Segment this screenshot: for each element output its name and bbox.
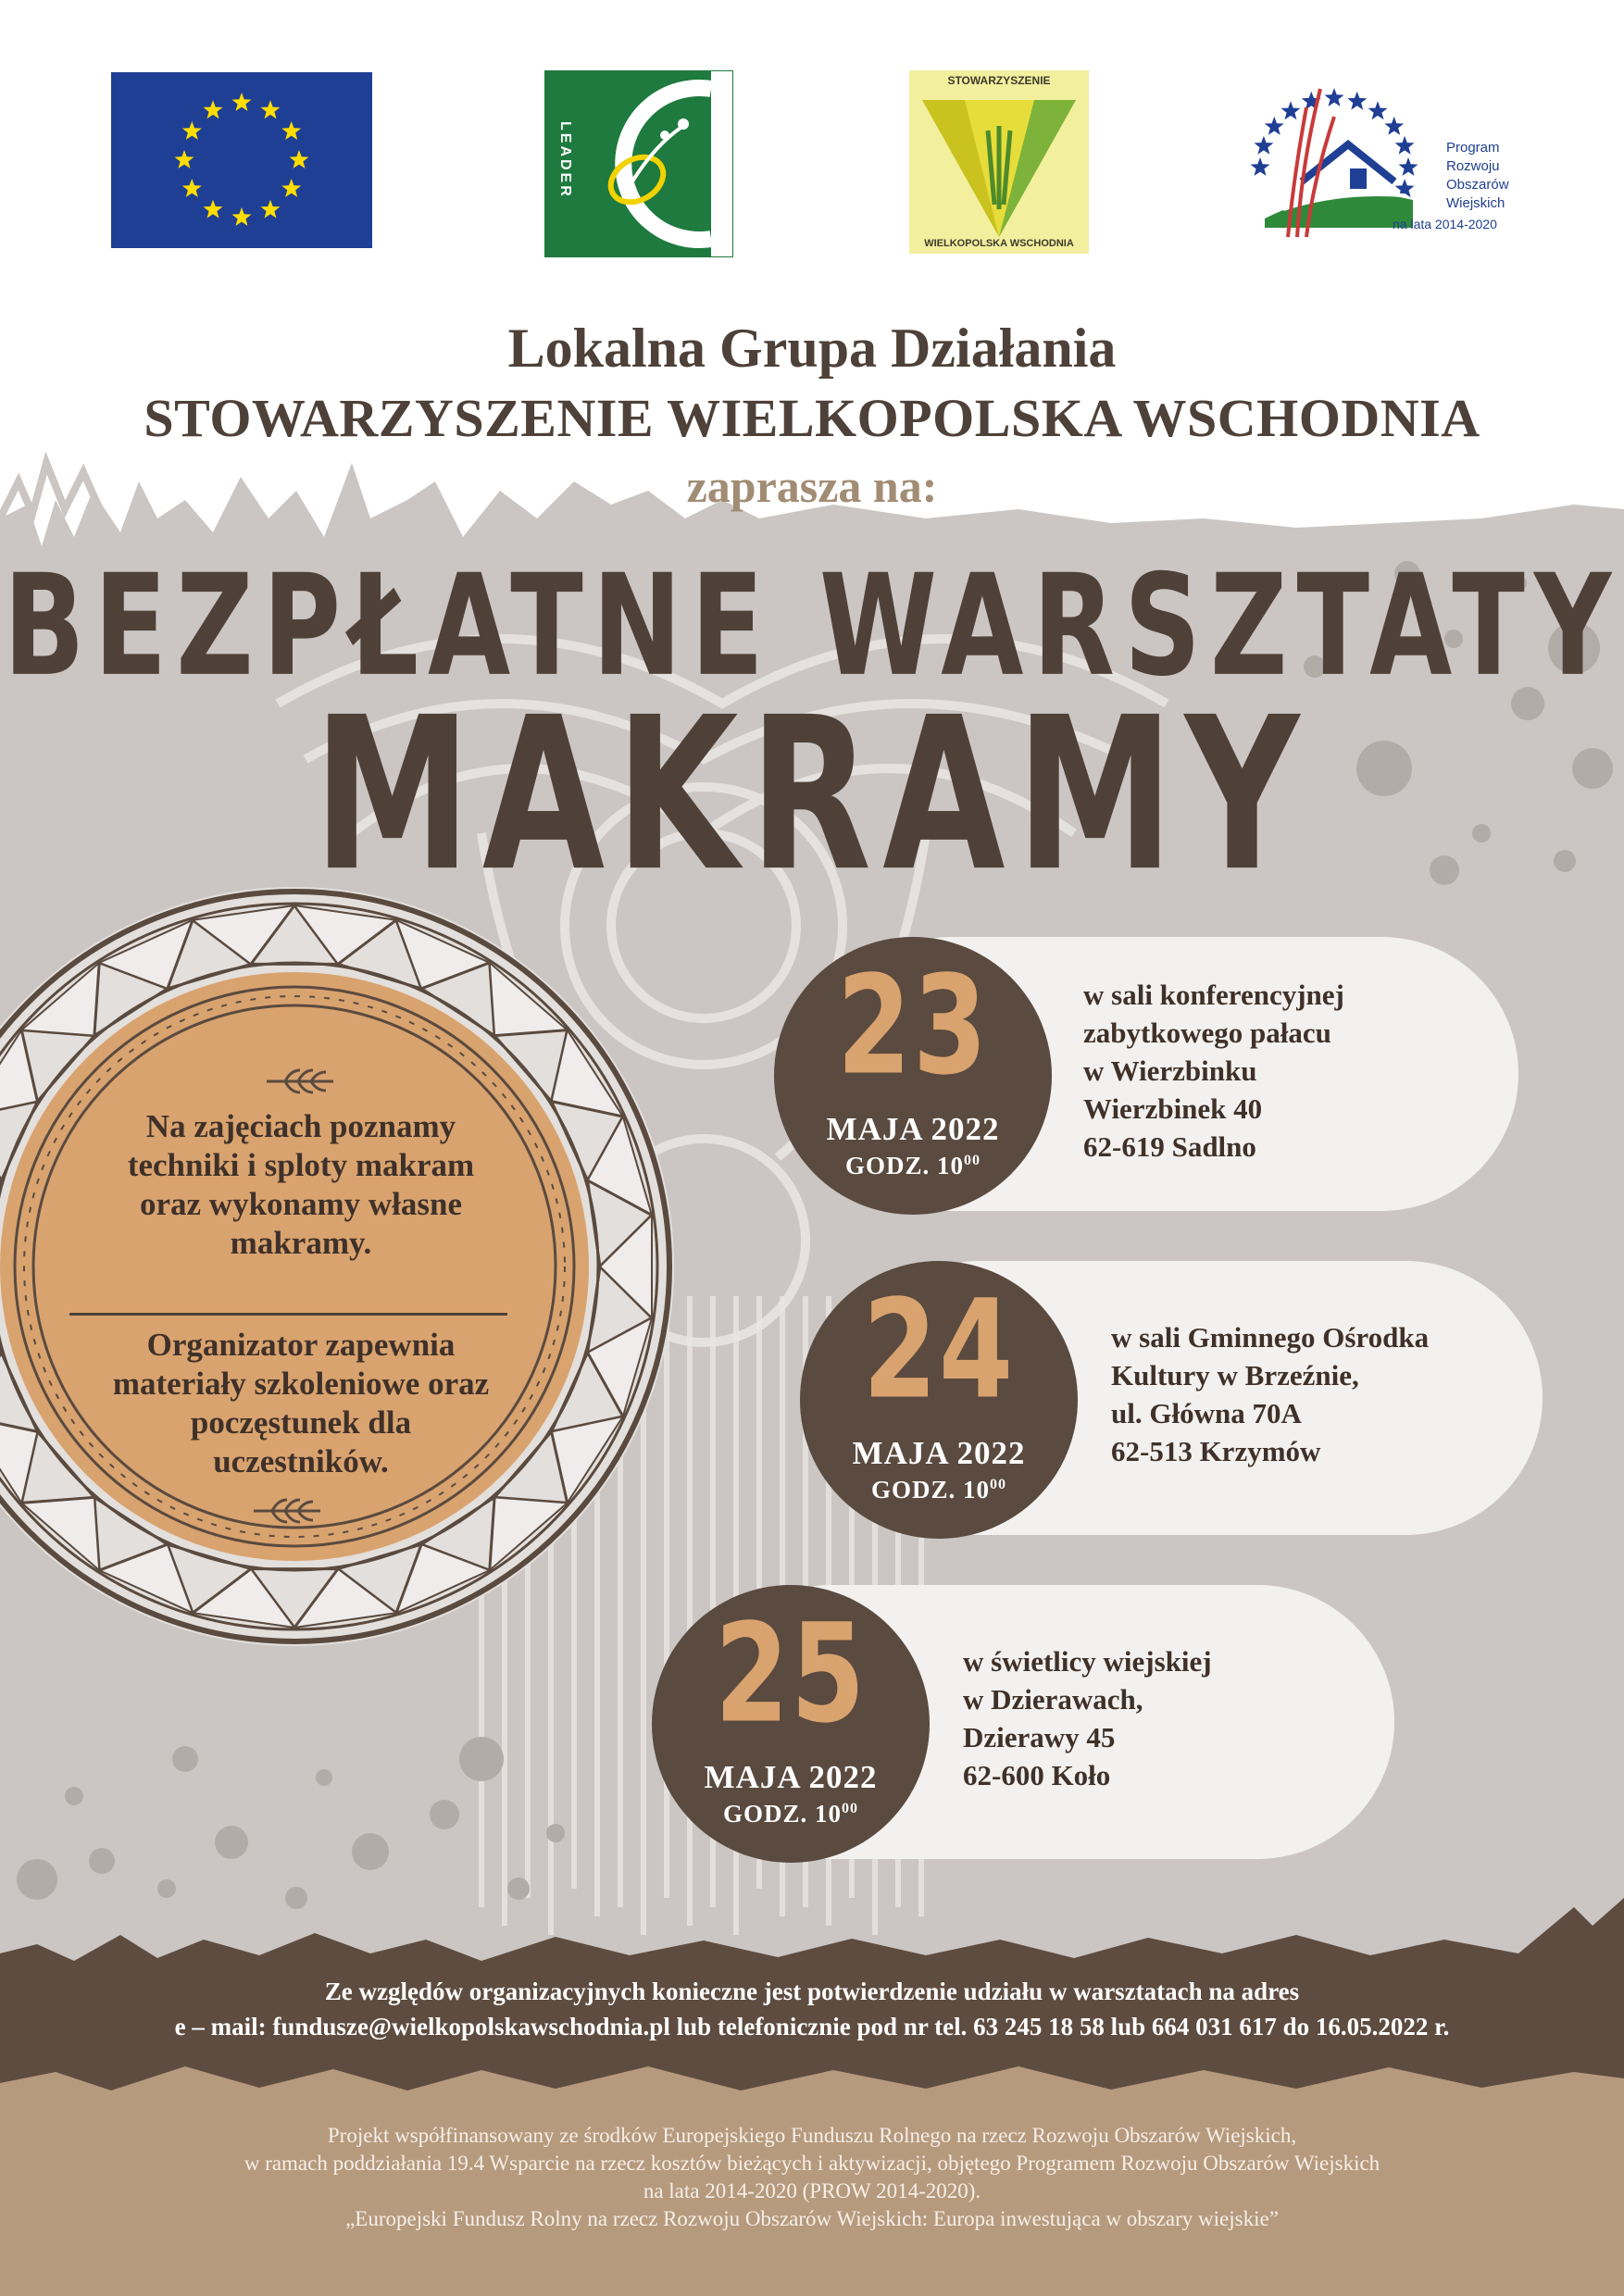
event-hour: GODZ. $10^{00}$ (844, 1152, 981, 1179)
venue-line: 62-600 Koło (963, 1759, 1111, 1791)
venue-line: zabytkowego pałacu (1083, 1017, 1331, 1049)
organization-name: Lokalna Grupa Działania (507, 318, 1117, 379)
venue-line: Dzierawy 45 (963, 1721, 1116, 1753)
star-icon (1325, 88, 1344, 106)
event-title-line1: BEZPŁATNE WARSZTATY (3, 544, 1621, 708)
event-day: 23 (836, 946, 990, 1106)
wheat-icon (250, 1494, 324, 1528)
date-badge (774, 937, 1052, 1215)
info-divider (69, 1313, 507, 1316)
star-icon (1368, 101, 1388, 119)
prow-logo-text (1446, 139, 1509, 213)
event-month: MAJA 2022 (826, 1111, 1000, 1147)
venue-line: ul. Główna 70A (1111, 1397, 1302, 1429)
prow-line: Rozwoju (1446, 158, 1500, 174)
registration-notice (0, 1974, 1624, 2044)
legal-line: Projekt współfinansowany ze środków Europejskiego Funduszu Rolnego na rzecz Rozwoju Obszarów Wiejskich, (327, 2124, 1297, 2147)
invite-text: zaprasza na: (686, 460, 938, 512)
event-hour: GODZ. $10^{00}$ (870, 1476, 1006, 1504)
prow-years: na lata 2014-2020 (1393, 217, 1497, 231)
prow-line: Program (1446, 140, 1500, 156)
venue-line: w sali Gminnego Ośrodka (1111, 1321, 1430, 1354)
lgd-logo-top-text: STOWARZYSZENIE (947, 74, 1051, 87)
lgd-logo (909, 70, 1089, 254)
event-day: 24 (862, 1270, 1016, 1430)
star-icon (1347, 92, 1367, 110)
star-icon (1395, 136, 1415, 155)
star-icon (1265, 117, 1284, 135)
leader-text: LEADER (557, 121, 573, 199)
star-icon (1281, 101, 1301, 119)
event-day: 25 (714, 1594, 868, 1754)
star-icon (1399, 157, 1418, 176)
date-badge (800, 1261, 1078, 1539)
date-badge (652, 1585, 930, 1863)
info-paragraph-2: Organizator zapewnia materiały szkoleniowe oraz poczęstunek dla uczestników. (112, 1327, 490, 1479)
wheat-icon (263, 1065, 337, 1098)
star-icon (1384, 117, 1404, 135)
venue-line: Wierzbinek 40 (1083, 1092, 1263, 1125)
prow-line: Obszarów (1446, 177, 1509, 193)
prow-line: Wiejskich (1446, 195, 1505, 211)
star-icon (1251, 157, 1270, 176)
info-paragraph-1: Na zajęciach poznamy techniki i sploty makram oraz wykonamy własne makramy. (127, 1108, 475, 1261)
event-hour: GODZ. $10^{00}$ (722, 1800, 858, 1828)
legal-line: w ramach poddziałania 19.4 Wsparcie na rzecz kosztów bieżących i aktywizacji, objętego Programem Rozwoju Obszarów Wiejskich (244, 2152, 1380, 2175)
event-venue (1111, 1318, 1429, 1470)
event-title-line2: MAKRAMY (313, 671, 1311, 918)
notice-line: Ze względów organizacyjnych konieczne jest potwierdzenie udziału w warsztatach na adres (324, 1978, 1300, 2005)
venue-line: w Wierzbinku (1083, 1054, 1257, 1087)
lgd-logo-bottom-text: WIELKOPOLSKA WSCHODNIA (924, 238, 1074, 249)
star-icon (1255, 136, 1274, 155)
event-venue (1083, 976, 1344, 1166)
venue-line: 62-619 Sadlno (1083, 1130, 1256, 1163)
funding-disclaimer (0, 2122, 1624, 2233)
venue-line: w świetlicy wiejskiej (963, 1645, 1212, 1678)
eu-flag-logo (111, 72, 372, 248)
notice-line: e – mail: fundusze@wielkopolskawschodnia.pl lub telefonicznie pod nr tel. 63 245 18 58 lub 664 031 617 do 16.05.2022 r. (174, 2013, 1450, 2040)
venue-line: Kultury w Brzeźnie, (1111, 1359, 1359, 1391)
legal-line: „Europejski Fundusz Rolny na rzecz Rozwoju Obszarów Wiejskich: Europa inwestująca w obszary wiejskie” (345, 2207, 1279, 2230)
event-venue (963, 1642, 1212, 1794)
venue-line: w Dzierawach, (963, 1683, 1143, 1716)
legal-line: na lata 2014-2020 (PROW 2014-2020). (643, 2179, 981, 2202)
event-month: MAJA 2022 (852, 1435, 1026, 1471)
organization-full-name: STOWARZYSZENIE WIELKOPOLSKA WSCHODNIA (144, 388, 1480, 448)
venue-line: w sali konferencyjnej (1083, 979, 1344, 1011)
event-month: MAJA 2022 (704, 1759, 878, 1795)
venue-line: 62-513 Krzymów (1111, 1435, 1321, 1467)
